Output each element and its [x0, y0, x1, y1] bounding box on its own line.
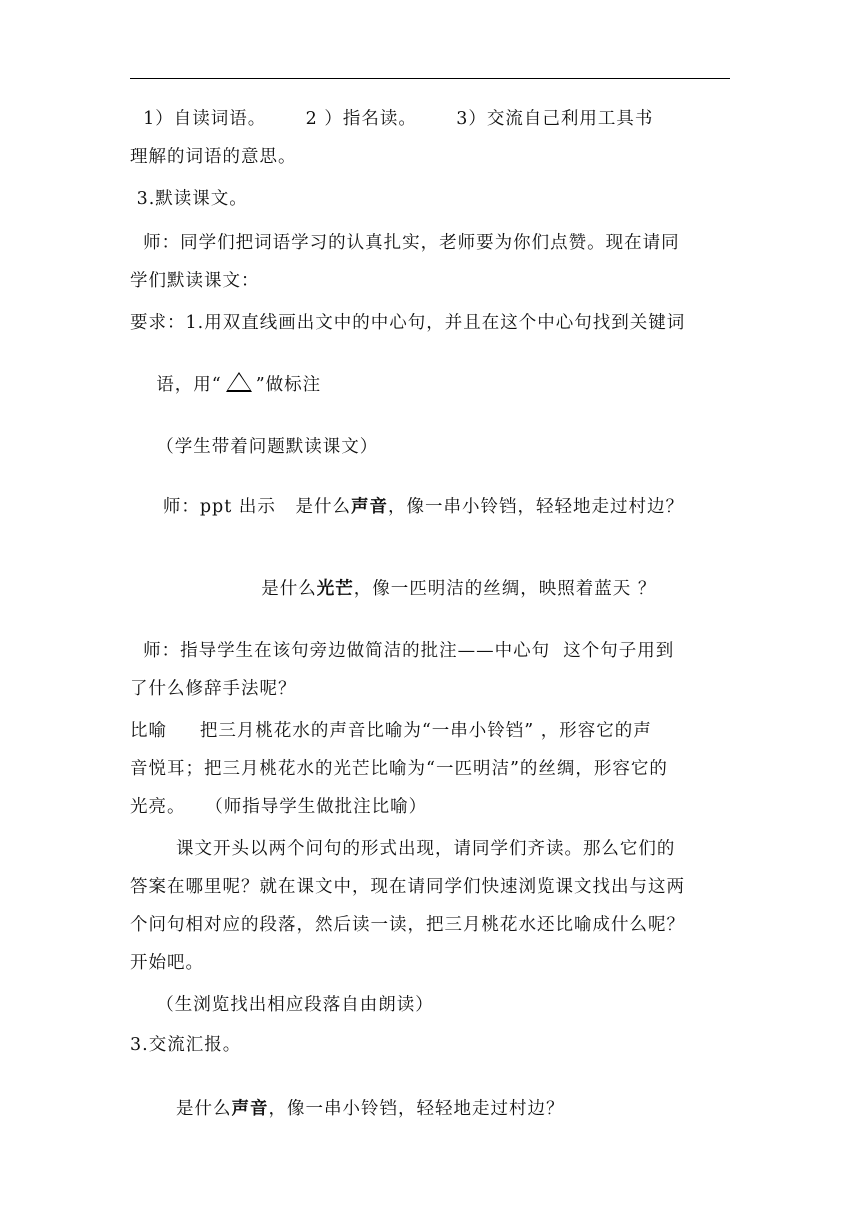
section-heading: 3.默读课文。 — [130, 189, 248, 209]
paragraph-line: 课文开头以两个问句的形式出现，请同学们齐读。那么它们的 — [130, 839, 676, 859]
paragraph-line: 音悦耳；把三月桃花水的光芒比喻为“一匹明洁”的丝绸，形容它的 — [130, 759, 668, 779]
text-span: ”做标注 — [255, 375, 322, 395]
paragraph-line: 答案在哪里呢？就在课文中，现在请同学们快速浏览课文找出与这两 — [130, 877, 685, 897]
paragraph-line: 师：指导学生在该句旁边做简洁的批注——中心句 这个句子用到 — [130, 641, 675, 661]
paragraph-line — [130, 1076, 730, 1142]
text-span: ，像一串小铃铛，轻轻地走过村边？ — [388, 497, 685, 517]
paragraph-line: 比喻 把三月桃花水的声音比喻为“一串小铃铛” ，形容它的声 — [130, 721, 652, 741]
text-span: ，像一匹明洁的丝绸，映照着蓝天 ？ — [353, 579, 657, 599]
paragraph-line: 学们默读课文： — [130, 271, 260, 291]
paragraph-line: 师：同学们把词语学习的认真扎实，老师要为你们点赞。现在请同 — [130, 233, 680, 253]
paragraph-line: 个问句相对应的段落，然后读一读，把三月桃花水还比喻成什么呢？ — [130, 915, 685, 935]
paragraph-line: 了什么修辞手法呢？ — [130, 679, 297, 699]
paragraph-line — [130, 474, 730, 540]
paragraph-line: 开始吧。 — [130, 953, 204, 973]
paragraph-line: （生浏览找出相应段落自由朗读） — [130, 995, 434, 1015]
paragraph-line: 光亮。 （师指导学生做批注比喻） — [130, 797, 428, 817]
section-heading: 3.交流汇报。 — [130, 1035, 242, 1055]
triangle-icon — [226, 372, 252, 392]
text-span: ，像一串小铃铛，轻轻地走过村边？ — [268, 1099, 565, 1119]
text-span: 是什么 — [156, 579, 317, 599]
paragraph-line: 1）自读词语。 2 ）指名读。 3）交流自己利用工具书 — [130, 109, 654, 129]
document-body — [130, 108, 730, 1142]
header-rule — [130, 78, 730, 79]
text-span: 是什么 — [156, 1099, 232, 1119]
paragraph-line: 要求：1.用双直线画出文中的中心句，并且在这个中心句找到关键词 — [130, 313, 686, 333]
bold-keyword: 声音 — [231, 1099, 269, 1119]
paragraph-line — [130, 350, 730, 418]
bold-keyword: 声音 — [351, 497, 389, 517]
bold-keyword: 光芒 — [316, 579, 354, 599]
paragraph-line: 理解的词语的意思。 — [130, 147, 297, 167]
paragraph-line: （学生带着问题默读课文） — [130, 437, 379, 457]
text-span: 语，用“ — [156, 375, 222, 395]
text-span: 师：ppt 出示 是什么 — [156, 497, 352, 517]
paragraph-line — [130, 556, 730, 622]
